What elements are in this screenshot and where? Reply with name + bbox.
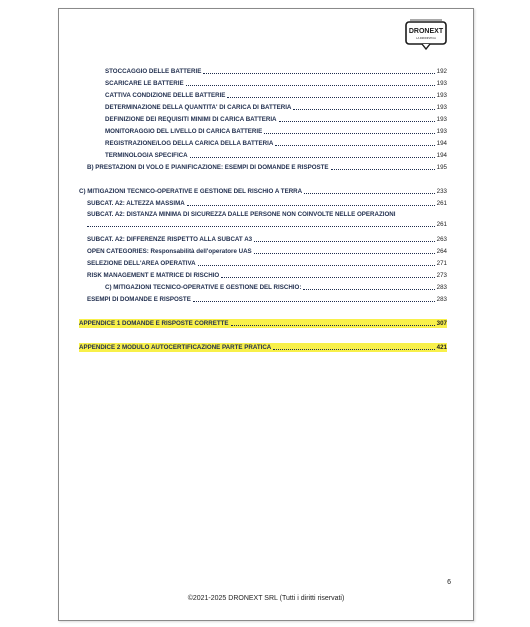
toc-entry-label: APPENDICE 1 DOMANDE E RISPOSTE CORRETTE <box>79 320 229 327</box>
toc-entry-page: 194 <box>436 152 447 159</box>
toc-leader-dots <box>187 204 435 206</box>
toc-entry-label: DETERMINAZIONE DELLA QUANTITA' DI CARICA DI BATTERIA <box>105 104 292 111</box>
toc-leader-dots <box>227 96 434 98</box>
logo-tagline-text: LA DRONISTICA <box>416 37 436 40</box>
toc-entry-label: APPENDICE 2 MODULO AUTOCERTIFICAZIONE PARTE PRATICA <box>79 344 272 351</box>
toc-leader-dots <box>231 324 435 326</box>
toc-entry-label: CATTIVA CONDIZIONE DELLE BATTERIE <box>105 92 226 99</box>
toc-entry-label: SUBCAT. A2: DISTANZA MINIMA DI SICUREZZA DALLE PERSONE NON COINVOLTE NELLE OPERAZIONI <box>87 211 396 218</box>
toc-leader-dots <box>331 168 435 170</box>
toc-leader-dots <box>203 72 434 74</box>
toc-entry-label: SUBCAT. A2: DIFFERENZE RISPETTO ALLA SUBCAT A3 <box>87 236 253 243</box>
toc-entry-page: 283 <box>436 296 447 303</box>
toc-entry-page: 273 <box>436 272 447 279</box>
toc-entry[interactable] <box>105 67 447 76</box>
toc-entry-label: SUBCAT. A2: ALTEZZA MASSIMA <box>87 200 185 207</box>
dronext-logo <box>404 19 448 51</box>
dronext-logo-icon <box>404 19 448 51</box>
toc-leader-dots <box>193 300 435 302</box>
toc-entry-label: SELEZIONE DELL'AREA OPERATIVA <box>87 260 196 267</box>
toc-entry-page: 193 <box>436 80 447 87</box>
toc-entry-page: 193 <box>436 92 447 99</box>
toc-entry[interactable] <box>105 151 447 160</box>
toc-entry-page: 307 <box>436 320 447 327</box>
toc-entry[interactable] <box>87 199 447 208</box>
toc-entry[interactable] <box>105 103 447 112</box>
toc-leader-dots <box>275 144 434 146</box>
copyright-footer: ©2021-2025 DRONEXT SRL (Tutti i diritti riservati) <box>187 595 345 602</box>
toc-leader-dots <box>304 192 435 194</box>
toc-leader-dots <box>303 288 434 290</box>
toc-entry-label: SCARICARE LE BATTERIE <box>105 80 184 87</box>
toc-entry-label: C) MITIGAZIONI TECNICO-OPERATIVE E GESTIONE DEL RISCHIO: <box>105 284 302 291</box>
toc-entry-page: 271 <box>436 260 447 267</box>
toc-leader-dots <box>254 252 435 254</box>
toc-entry[interactable] <box>105 91 447 100</box>
toc-leader-dots <box>264 132 434 134</box>
toc-entry-label: ESEMPI DI DOMANDE E RISPOSTE <box>87 296 191 303</box>
toc-entry-label: TERMINOLOGIA SPECIFICA <box>105 152 188 159</box>
toc-entry-label: RISK MANAGEMENT E MATRICE DI RISCHIO <box>87 272 220 279</box>
toc-entry[interactable] <box>105 115 447 124</box>
toc-entry-page: 193 <box>436 128 447 135</box>
toc-entry-page: 264 <box>436 248 447 255</box>
toc-entry-page: 233 <box>436 188 447 195</box>
toc-entry-page: 194 <box>436 140 447 147</box>
toc-leader-dots <box>279 120 435 122</box>
toc-leader-dots <box>87 225 435 227</box>
toc-entry[interactable] <box>87 235 447 244</box>
toc-entry[interactable] <box>105 127 447 136</box>
toc-leader-dots <box>198 264 435 266</box>
toc-entry-label: DEFINIZIONE DEI REQUISITI MINIMI DI CARICA BATTERIA <box>105 116 277 123</box>
toc-entry-label: C) MITIGAZIONI TECNICO-OPERATIVE E GESTIONE DEL RISCHIO A TERRA <box>79 188 303 195</box>
toc-entry-label: MONITORAGGIO DEL LIVELLO DI CARICA BATTERIE <box>105 128 263 135</box>
toc-entry-label: B) PRESTAZIONI DI VOLO E PIANIFICAZIONE: ESEMPI DI DOMANDE E RISPOSTE <box>87 164 329 171</box>
toc-leader-dots <box>221 276 434 278</box>
toc-entry-page: 193 <box>436 104 447 111</box>
toc-entry-label: OPEN CATEGORIES: Responsabilità dell'operatore UAS <box>87 248 252 255</box>
toc-entry[interactable] <box>105 283 447 292</box>
toc-entry[interactable] <box>87 211 447 229</box>
toc-entry[interactable] <box>87 247 447 256</box>
toc-entry[interactable] <box>79 319 447 328</box>
toc-entry[interactable] <box>105 79 447 88</box>
document-page <box>58 8 474 621</box>
toc-entry-label: REGISTRAZIONE/LOG DELLA CARICA DELLA BATTERIA <box>105 140 274 147</box>
toc-leader-dots <box>186 84 435 86</box>
toc-entry-page: 195 <box>436 164 447 171</box>
toc-entry-page: 261 <box>436 221 447 228</box>
toc-leader-dots <box>293 108 434 110</box>
toc-entry-page: 421 <box>436 344 447 351</box>
toc-leader-dots <box>273 348 434 350</box>
toc-entry-label: STOCCAGGIO DELLE BATTERIE <box>105 68 202 75</box>
toc-leader-dots <box>254 240 435 242</box>
toc-entry[interactable] <box>87 259 447 268</box>
toc-entry-page: 193 <box>436 116 447 123</box>
toc-entry-page: 192 <box>436 68 447 75</box>
toc-entry[interactable] <box>105 139 447 148</box>
toc-entry[interactable] <box>87 271 447 280</box>
toc-entry-page: 261 <box>436 200 447 207</box>
toc-entry[interactable] <box>79 187 447 196</box>
toc-entry[interactable] <box>87 163 447 172</box>
toc-entry[interactable] <box>79 343 447 352</box>
toc-entry-page: 283 <box>436 284 447 291</box>
toc-entry-page: 263 <box>436 236 447 243</box>
toc-entry[interactable] <box>87 295 447 304</box>
logo-brand-text: DRONEXT <box>408 28 444 35</box>
page-number: 6 <box>447 579 451 586</box>
toc-leader-dots <box>190 156 435 158</box>
